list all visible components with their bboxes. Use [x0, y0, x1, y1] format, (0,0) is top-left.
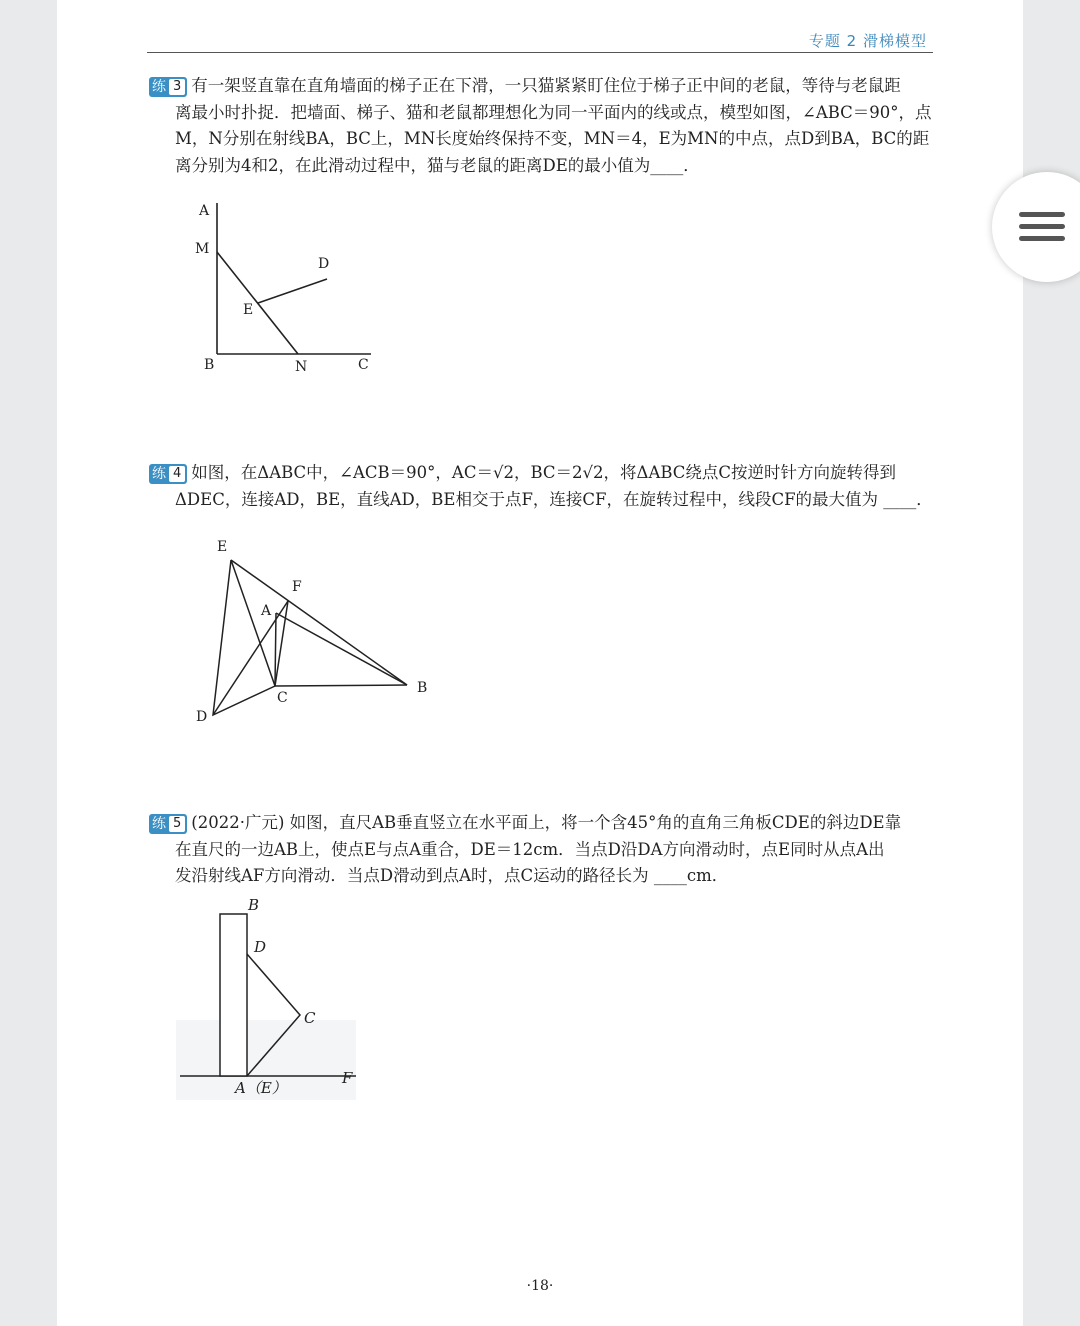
exercise-number: 5 [169, 816, 185, 832]
problem-text-line: 离分别为4和2，在此滑动过程中，猫与老鼠的距离DE的最小值为____． [175, 155, 700, 175]
exercise-number: 3 [169, 79, 185, 95]
point-label-C: C [304, 1009, 316, 1027]
problem-3 [149, 73, 939, 179]
point-label-F: F [342, 1069, 353, 1087]
ladder-diagram [187, 195, 387, 380]
point-label-D: D [318, 256, 330, 272]
header-divider [147, 52, 933, 53]
problem-4 [149, 460, 939, 513]
section-header-title: 专题 2 滑梯模型 [808, 32, 927, 50]
exercise-tag [149, 77, 187, 97]
page-number: ·18· [526, 1278, 554, 1294]
point-label-E: E [243, 302, 254, 318]
problem-text-line: (2022·广元) 如图，直尺AB垂直竖立在水平面上，将一个含45°角的直角三角板CDE的斜边DE靠 [191, 813, 902, 832]
hamburger-menu-icon [1019, 212, 1065, 217]
ruler-triangle-diagram [172, 890, 422, 1105]
hamburger-menu-icon [1019, 236, 1065, 241]
problem-text-line: 在直尺的一边AB上，使点E与点A重合，DE＝12cm．当点D沿DA方向滑动时，点E同时从点A出 [175, 839, 885, 859]
problem-text-line: 有一架竖直靠在直角墙面的梯子正在下滑，一只猫紧紧盯住位于梯子正中间的老鼠，等待与老鼠距 [191, 76, 901, 95]
point-label-N: N [295, 359, 308, 375]
exercise-tag [149, 464, 187, 484]
point-label-B: B [417, 680, 428, 696]
point-label-B: B [248, 896, 260, 914]
point-label-M: M [195, 241, 210, 257]
point-label-A: A [261, 603, 272, 619]
point-label-D: D [196, 709, 208, 725]
point-label-B: B [204, 357, 215, 373]
problem-5 [149, 810, 939, 890]
exercise-tag [149, 814, 187, 834]
problem-text-line: 如图，在ΔABC中，∠ACB＝90°，AC＝√2，BC＝2√2，将ΔABC绕点C按逆时针方向旋转得到 [191, 463, 897, 482]
point-label-F: F [292, 579, 302, 595]
exercise-tag-label: 练 [152, 815, 166, 832]
exercise-tag-label: 练 [152, 465, 166, 482]
exercise-tag-label: 练 [152, 78, 166, 95]
document-page [57, 0, 1023, 1326]
problem-text-line: M，N分别在射线BA，BC上，MN长度始终保持不变，MN＝4，E为MN的中点，点D到BA，BC的距 [175, 129, 930, 148]
hamburger-menu-icon [1019, 224, 1065, 229]
point-label-E: E [217, 539, 228, 555]
point-label-D: D [254, 938, 267, 956]
point-label-A: A [199, 203, 210, 219]
rotation-diagram [187, 530, 447, 730]
problem-text-line: 发沿射线AF方向滑动．当点D滑动到点A时，点C运动的路径长为 ____cm． [175, 866, 729, 885]
point-label-C: C [277, 690, 288, 706]
problem-text-line: 离最小时扑捉．把墙面、梯子、猫和老鼠都理想化为同一平面内的线或点，模型如图，∠ABC＝90°，点 [175, 102, 932, 122]
point-label-A-E: A（E） [235, 1079, 287, 1097]
point-label-C: C [358, 357, 369, 373]
problem-text-line: ΔDEC，连接AD，BE，直线AD，BE相交于点F，连接CF，在旋转过程中，线段CF的最大值为 ____． [175, 489, 933, 509]
exercise-number: 4 [169, 466, 185, 482]
